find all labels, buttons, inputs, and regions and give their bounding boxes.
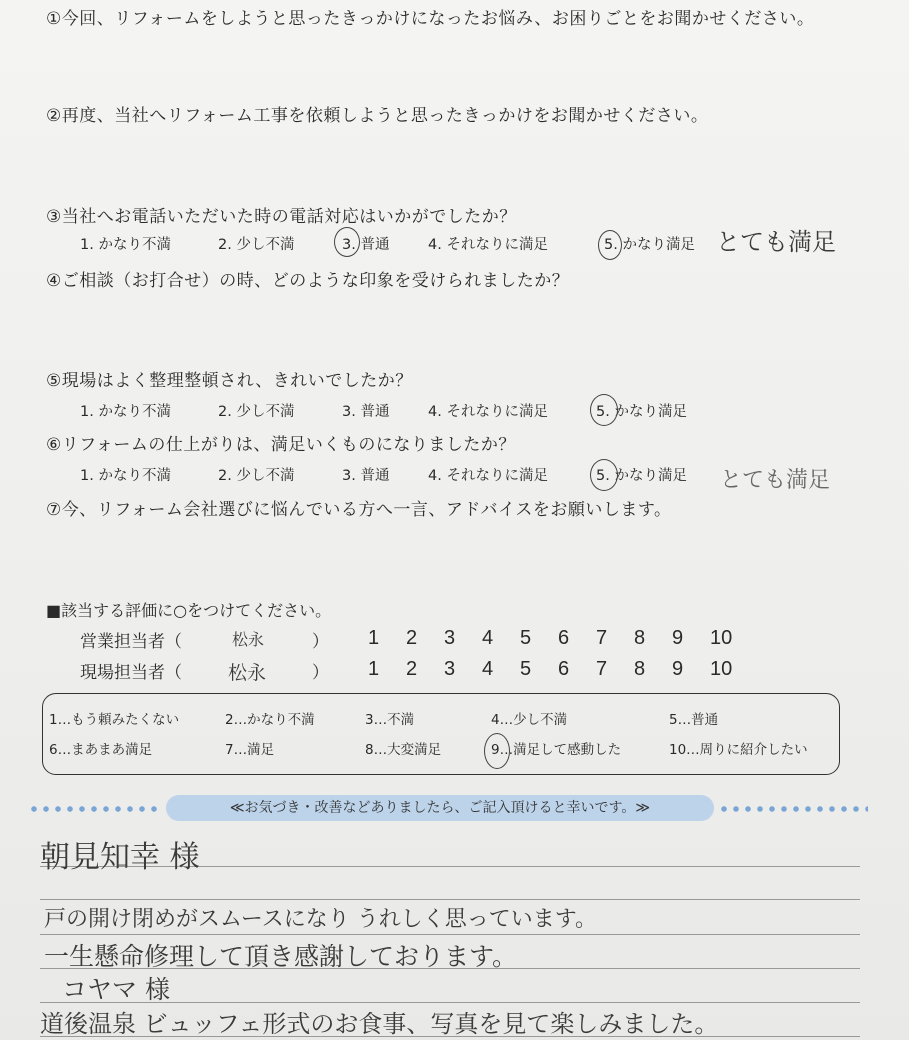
question-6: ⑥リフォームの仕上がりは、満足いくものになりましたか？ <box>46 435 516 455</box>
sales-score-4: 4 <box>482 627 494 649</box>
comment-line-1: 朝見知幸 様 <box>40 840 200 875</box>
q6-circle-mark <box>590 459 618 491</box>
comment-line-3: 一生懸命修理して頂き感謝しております。 <box>44 942 518 971</box>
legend-circle-mark <box>484 733 510 769</box>
q6-option-4: 4. それなりに満足 <box>428 468 548 484</box>
sales-score-2: 2 <box>406 627 418 649</box>
legend-item-6: 6…まあまあ満足 <box>49 742 153 758</box>
q3-option-4: 4. それなりに満足 <box>428 237 548 253</box>
q5-option-3: 3. 普通 <box>342 404 390 420</box>
question-3: ③当社へお電話いただいた時の電話対応はいかがでしたか？ <box>46 207 517 227</box>
question-1: ①今回、リフォームをしようと思ったきっかけになったお悩み、お困りごとをお聞かせください。 <box>46 9 815 29</box>
sales-close-paren: ） <box>312 632 329 652</box>
sales-score-9: 9 <box>672 627 684 649</box>
question-7: ⑦今、リフォーム会社選びに悩んでいる方へ一言、アドバイスをお願いします。 <box>46 500 672 520</box>
q3-option-1: 1. かなり不満 <box>80 237 171 253</box>
q5-option-1: 1. かなり不満 <box>80 404 171 420</box>
sales-score-1: 1 <box>368 627 380 649</box>
dotted-divider-left <box>28 806 162 812</box>
q6-option-3: 3. 普通 <box>342 468 390 484</box>
question-4: ④ご相談（お打合せ）の時、どのような印象を受けられましたか？ <box>46 271 570 291</box>
q5-option-4: 4. それなりに満足 <box>428 404 548 420</box>
legend-item-1: 1…もう頼みたくない <box>49 712 180 728</box>
legend-item-5: 5…普通 <box>669 712 719 728</box>
q6-option-2: 2. 少し不満 <box>218 468 295 484</box>
sales-score-8: 8 <box>634 627 646 649</box>
site-score-1: 1 <box>368 658 380 680</box>
site-name: 松永 <box>228 662 267 684</box>
sales-score-10: 10 <box>710 627 733 649</box>
q3-handwritten-note: とても満足 <box>716 228 836 256</box>
q3-circle-mark-5 <box>598 230 622 260</box>
site-label: 現場担当者（ <box>80 663 182 683</box>
q5-option-5: 5. かなり満足 <box>596 404 687 420</box>
sales-score-3: 3 <box>444 627 456 649</box>
q3-option-5: 5. かなり満足 <box>604 237 695 253</box>
site-score-9: 9 <box>672 658 684 680</box>
site-score-3: 3 <box>444 658 456 680</box>
q6-option-1: 1. かなり不満 <box>80 468 171 484</box>
rating-instruction: ■該当する評価に○をつけてください。 <box>46 601 332 620</box>
legend-item-7: 7…満足 <box>225 742 275 758</box>
legend-item-8: 8…大変満足 <box>365 742 442 758</box>
site-score-5: 5 <box>520 658 532 680</box>
sales-score-6: 6 <box>558 627 570 649</box>
site-score-10: 10 <box>710 658 733 680</box>
q3-circle-mark <box>334 227 360 257</box>
question-2: ②再度、当社へリフォーム工事を依頼しようと思ったきっかけをお聞かせください。 <box>46 106 709 126</box>
legend-item-3: 3…不満 <box>365 712 415 728</box>
q3-option-3: 3. 普通 <box>342 237 390 253</box>
ruled-line-2 <box>40 899 860 900</box>
rating-legend-box <box>42 693 840 775</box>
ruled-line-3 <box>40 934 860 935</box>
q6-option-5: 5. かなり満足 <box>596 468 687 484</box>
site-score-6: 6 <box>558 658 570 680</box>
sales-label: 営業担当者（ <box>80 632 182 652</box>
q3-option-2: 2. 少し不満 <box>218 237 295 253</box>
comment-line-4: コヤマ 様 <box>62 975 170 1004</box>
comment-banner: ≪お気づき・改善などありましたら、ご記入頂けると幸いです。≫ <box>166 795 714 821</box>
question-5: ⑤現場はよく整理整頓され、きれいでしたか？ <box>46 371 413 391</box>
site-score-2: 2 <box>406 658 418 680</box>
sales-name: 松永 <box>232 630 265 649</box>
site-score-8: 8 <box>634 658 646 680</box>
comment-line-5: 道後温泉 ビュッフェ形式のお食事、写真を見て楽しみました。 <box>40 1010 719 1038</box>
q5-circle-mark <box>590 394 618 426</box>
legend-item-2: 2…かなり不満 <box>225 712 315 728</box>
legend-item-9: 9…満足して感動した <box>491 742 622 758</box>
sales-score-5: 5 <box>520 627 532 649</box>
comment-line-2: 戸の開け閉めがスムースになり うれしく思っています。 <box>44 907 598 932</box>
dotted-divider-right <box>718 806 868 812</box>
site-score-4: 4 <box>482 658 494 680</box>
site-close-paren: ） <box>312 663 329 683</box>
legend-item-4: 4…少し不満 <box>491 712 568 728</box>
site-score-7: 7 <box>596 658 608 680</box>
q6-handwritten-note: とても満足 <box>720 468 831 493</box>
legend-item-10: 10…周りに紹介したい <box>669 742 808 758</box>
q5-option-2: 2. 少し不満 <box>218 404 295 420</box>
sales-score-7: 7 <box>596 627 608 649</box>
